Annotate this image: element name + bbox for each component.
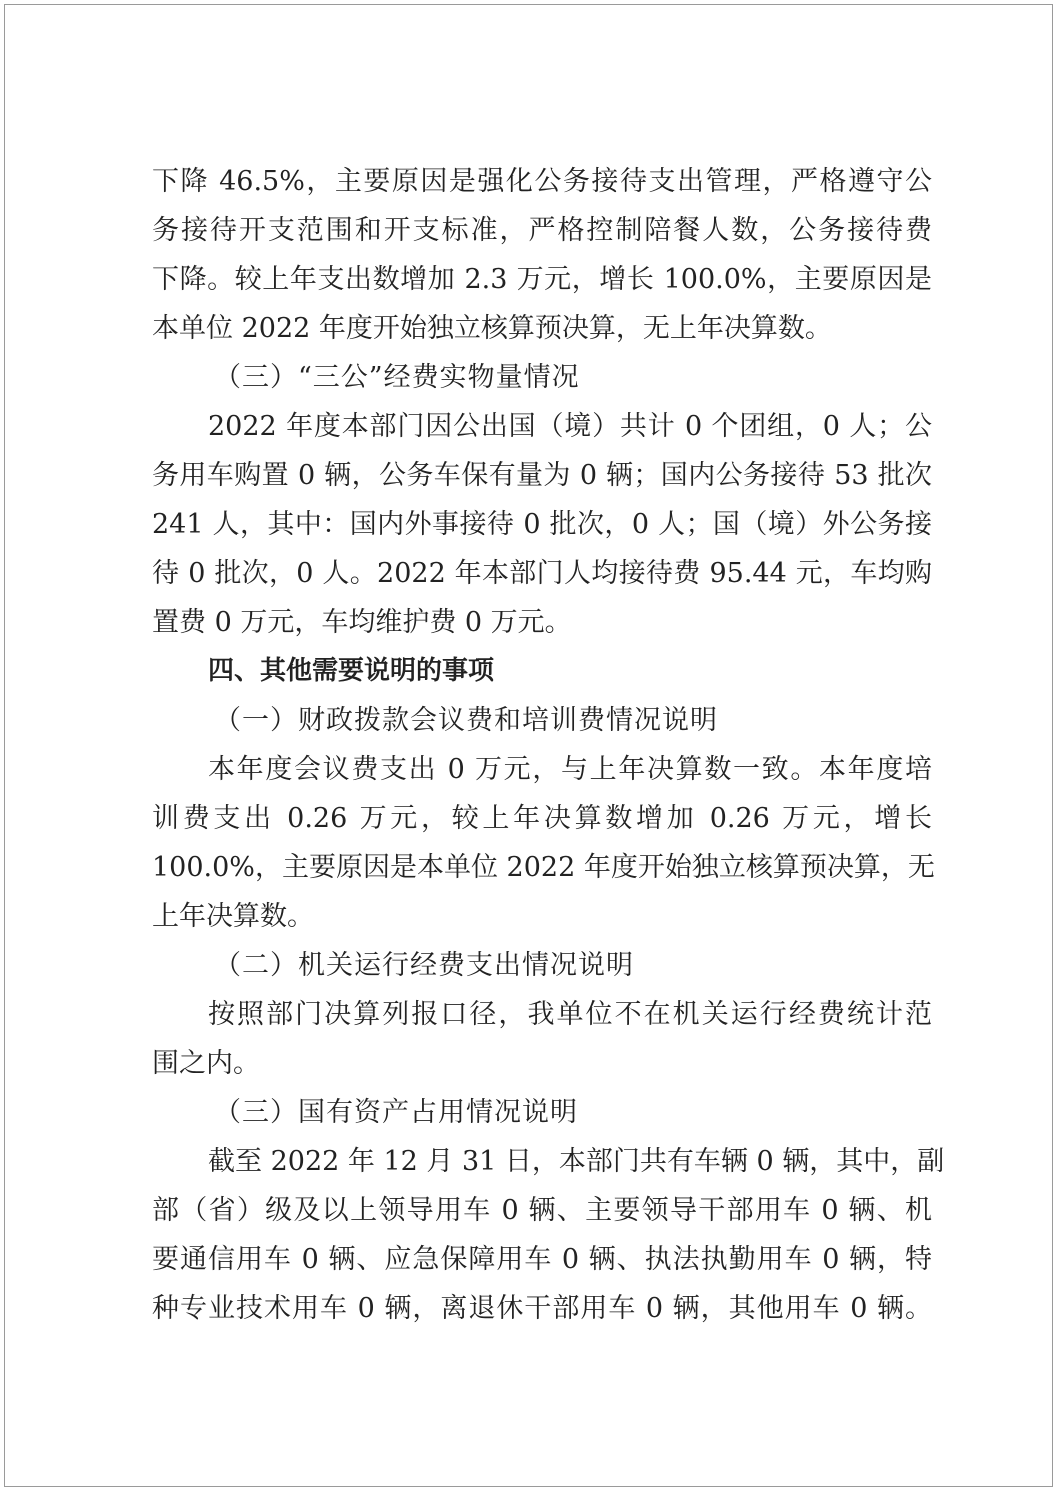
section-heading-three-public-expense-quantity: （三）“三公”经费实物量情况 — [214, 362, 580, 393]
section-heading-meeting-training-fees: （一）财政拨款会议费和培训费情况说明 — [214, 705, 718, 736]
paragraph-line: 下降 46.5%，主要原因是强化公务接待支出管理，严格遵守公 — [152, 166, 932, 197]
section-heading-state-assets: （三）国有资产占用情况说明 — [214, 1097, 578, 1128]
paragraph-line: 围之内。 — [152, 1048, 260, 1079]
paragraph-line: 上年决算数。 — [152, 901, 314, 932]
paragraph-line: 241 人，其中：国内外事接待 0 批次，0 人；国（境）外公务接 — [152, 509, 932, 540]
paragraph-line: 下降。较上年支出数增加 2.3 万元，增长 100.0%，主要原因是 — [152, 264, 932, 295]
paragraph-line: 截至 2022 年 12 月 31 日，本部门共有车辆 0 辆，其中，副 — [208, 1146, 945, 1177]
paragraph-line: 种专业技术用车 0 辆，离退休干部用车 0 辆，其他用车 0 辆。 — [152, 1293, 932, 1324]
paragraph-line: 要通信用车 0 辆、应急保障用车 0 辆、执法执勤用车 0 辆，特 — [152, 1244, 932, 1275]
paragraph-line: 按照部门决算列报口径，我单位不在机关运行经费统计范 — [208, 999, 932, 1030]
paragraph-line: 训费支出 0.26 万元，较上年决算数增加 0.26 万元，增长 — [152, 803, 932, 834]
paragraph-line: 部（省）级及以上领导用车 0 辆、主要领导干部用车 0 辆、机 — [152, 1195, 932, 1226]
section-heading-agency-operating-expenses: （二）机关运行经费支出情况说明 — [214, 950, 634, 981]
paragraph-line: 100.0%，主要原因是本单位 2022 年度开始独立核算预决算，无 — [152, 852, 935, 883]
document-page — [4, 4, 1053, 1487]
paragraph-line: 置费 0 万元，车均维护费 0 万元。 — [152, 607, 572, 638]
paragraph-line: 待 0 批次，0 人。2022 年本部门人均接待费 95.44 元，车均购 — [152, 558, 932, 589]
section-heading-other-matters: 四、其他需要说明的事项 — [208, 656, 495, 686]
paragraph-line: 务用车购置 0 辆，公务车保有量为 0 辆；国内公务接待 53 批次 — [152, 460, 932, 491]
paragraph-line: 本单位 2022 年度开始独立核算预决算，无上年决算数。 — [152, 313, 832, 344]
paragraph-line: 本年度会议费支出 0 万元，与上年决算数一致。本年度培 — [208, 754, 932, 785]
paragraph-line: 2022 年度本部门因公出国（境）共计 0 个团组，0 人；公 — [208, 411, 932, 442]
document-body — [152, 157, 945, 1333]
paragraph-line: 务接待开支范围和开支标准，严格控制陪餐人数，公务接待费 — [152, 215, 932, 246]
